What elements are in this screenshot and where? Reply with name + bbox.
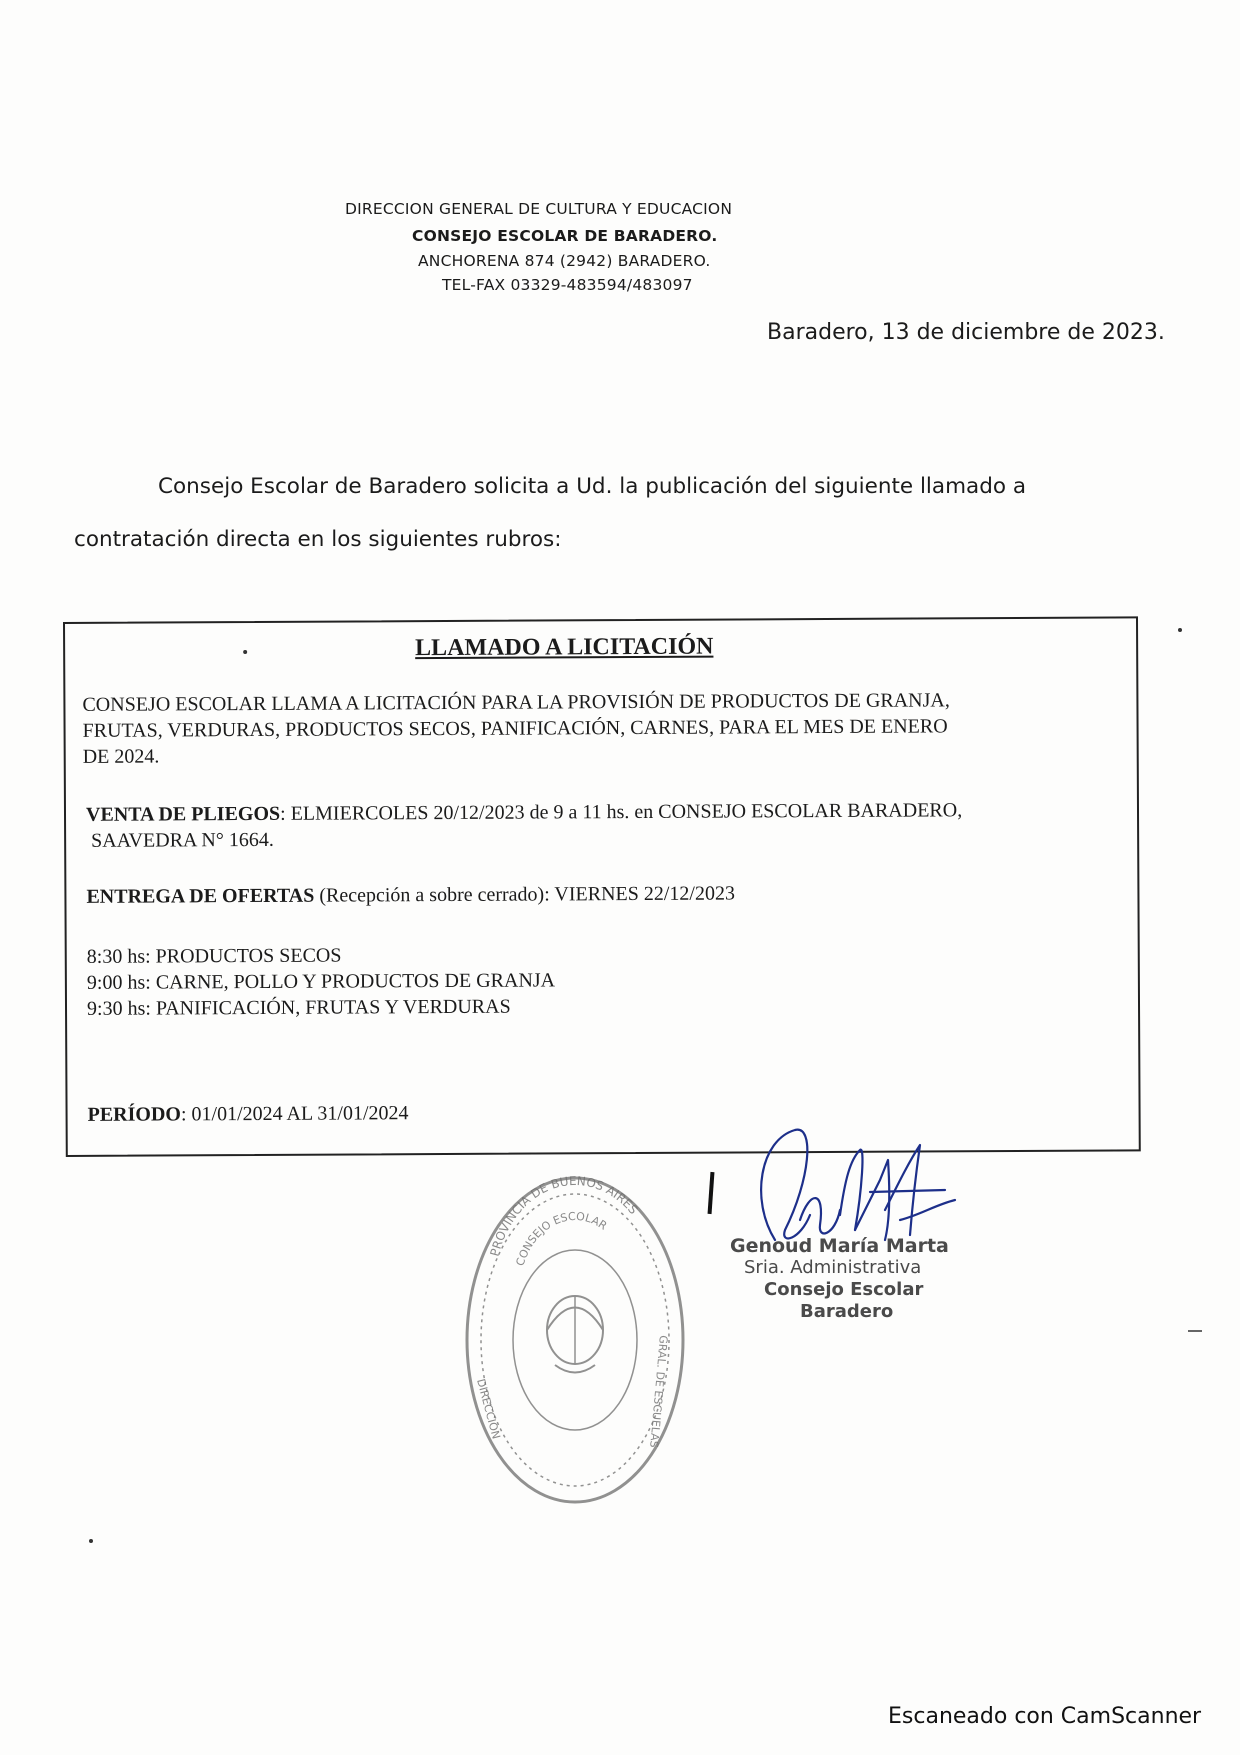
stray-dot [243, 650, 247, 654]
schedule-item: 8:30 hs: PRODUCTOS SECOS [86, 944, 342, 968]
venta-pliegos-text: : ELMIERCOLES 20/12/2023 de 9 a 11 hs. en CONSEJO ESCOLAR BARADERO, [280, 799, 963, 825]
signature-stamp [730, 1235, 949, 1323]
seal-outer-text: PROVINCIA DE BUENOS AIRES [487, 1173, 641, 1258]
signature-stamp-city: Baradero [800, 1301, 894, 1322]
periodo-text: : 01/01/2024 AL 31/01/2024 [180, 1102, 409, 1126]
seal-inner-text: CONSEJO ESCOLAR [513, 1209, 610, 1268]
letter-date: Baradero, 13 de diciembre de 2023. [767, 320, 1165, 345]
notice-body-line-3: DE 2024. [82, 745, 160, 768]
venta-pliegos-address: SAAVEDRA N° 1664. [91, 828, 274, 852]
periodo-label: PERÍODO [87, 1103, 181, 1126]
notice-title: LLAMADO A LICITACIÓN [415, 633, 714, 662]
venta-pliegos-label: VENTA DE PLIEGOS [85, 802, 281, 826]
signature-stamp-org: Consejo Escolar [764, 1279, 924, 1300]
entrega-ofertas-line [86, 882, 735, 908]
signature-stamp-role: Sria. Administrativa [744, 1257, 922, 1278]
seal-right-text: GRAL. DE ESCUELAS [647, 1334, 670, 1449]
schedule-item: 9:00 hs: CARNE, POLLO Y PRODUCTOS DE GRANJA [86, 969, 556, 994]
letterhead-line-1: DIRECCION GENERAL DE CULTURA Y EDUCACION [345, 200, 733, 218]
notice-box [63, 616, 1141, 1157]
schedule-item: 9:30 hs: PANIFICACIÓN, FRUTAS Y VERDURAS [86, 995, 511, 1020]
notice-body-line-1: CONSEJO ESCOLAR LLAMA A LICITACIÓN PARA LA PROVISIÓN DE PRODUCTOS DE GRANJA, [82, 689, 950, 716]
letterhead-line-3: ANCHORENA 874 (2942) BARADERO. [418, 252, 711, 270]
ink-mark [708, 1172, 715, 1214]
letterhead-line-4: TEL-FAX 03329-483594/483097 [442, 276, 693, 294]
scanner-footer: Escaneado con CamScanner [888, 1704, 1202, 1729]
entrega-ofertas-label: ENTREGA DE OFERTAS [86, 884, 315, 908]
scan-mark [1188, 1330, 1202, 1332]
intro-line-1: Consejo Escolar de Baradero solicita a Ud. la publicación del siguiente llamado a [158, 474, 1026, 499]
letterhead-line-2: CONSEJO ESCOLAR DE BARADERO. [412, 227, 718, 245]
scan-mark [1178, 628, 1182, 632]
periodo-line [88, 1102, 409, 1127]
notice-body-line-2: FRUTAS, VERDURAS, PRODUCTOS SECOS, PANIFICACIÓN, CARNES, PARA EL MES DE ENERO [82, 715, 948, 742]
intro-line-2: contratación directa en los siguientes rubros: [74, 527, 562, 552]
signature-stamp-name: Genoud María Marta [730, 1235, 949, 1257]
seal-left-text: DIRECCION [474, 1377, 503, 1441]
scan-mark [89, 1539, 93, 1543]
official-seal-stamp [455, 1165, 695, 1515]
venta-pliegos-line [86, 799, 962, 827]
entrega-ofertas-text: (Recepción a sobre cerrado): VIERNES 22/12/2023 [314, 882, 735, 907]
